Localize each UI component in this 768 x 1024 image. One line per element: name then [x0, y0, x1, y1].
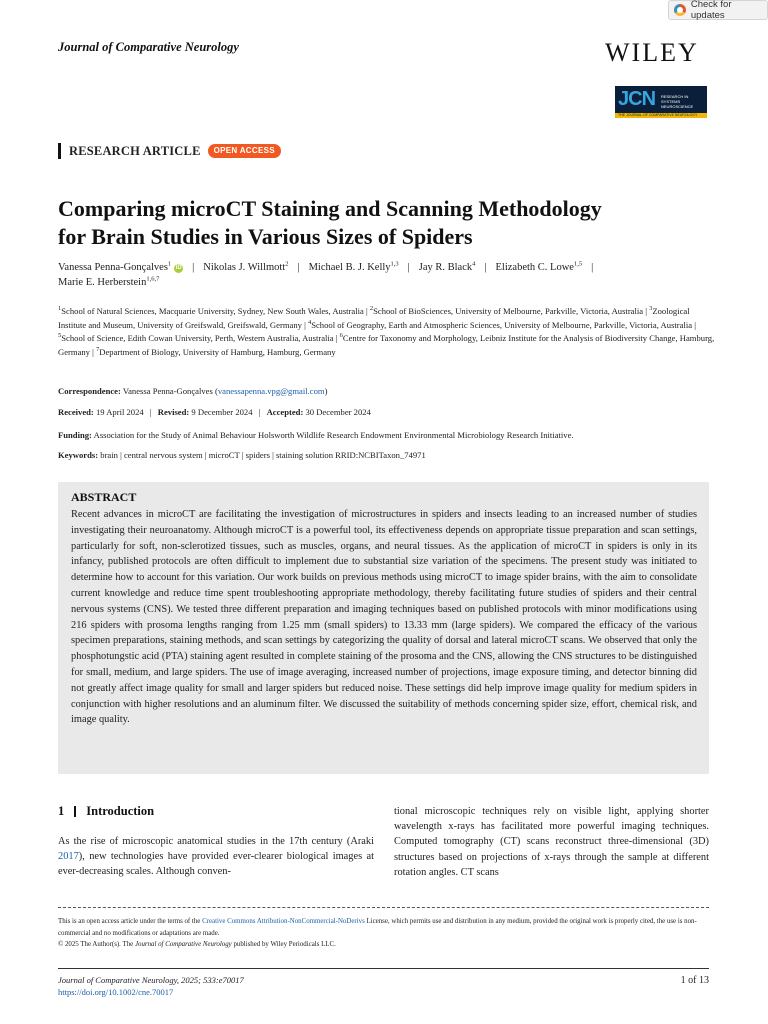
footer-citation: Journal of Comparative Neurology, 2025; 533:e70017: [58, 975, 244, 985]
author-name[interactable]: Nikolas J. Willmott: [203, 262, 286, 273]
section-divider: [74, 806, 76, 817]
orcid-icon[interactable]: iD: [175, 265, 182, 271]
funding-label: Funding:: [58, 430, 92, 440]
revised-label: Revised:: [157, 407, 190, 417]
affiliation-text: Department of Biology, University of Hamburg, Hamburg, Germany: [99, 346, 336, 357]
page-number: 1 of 13: [680, 975, 709, 986]
title-line-1: Comparing microCT Staining and Scanning Methodology: [58, 196, 602, 221]
author-affiliation: 4: [472, 260, 476, 268]
author-separator: |: [297, 262, 300, 273]
author-name[interactable]: Michael B. J. Kelly: [308, 262, 391, 273]
date-separator: |: [149, 407, 152, 417]
license-notice: [58, 916, 709, 951]
author-separator: |: [407, 262, 410, 273]
author-name[interactable]: Vanessa Penna-Gonçalves: [58, 262, 168, 273]
article-type-label: RESEARCH ARTICLE: [69, 144, 201, 158]
copyright-journal: Journal of Comparative Neurology: [134, 941, 232, 948]
affiliation-text: Centre for Taxonomy and Morphology, Leibniz Institute for the Analysis of Biodiversity Change, Hamburg, Germany: [58, 333, 715, 357]
abstract-heading: ABSTRACT: [71, 490, 137, 504]
author-separator: |: [484, 262, 487, 273]
author-separator: |: [192, 262, 195, 273]
correspondence-label: Correspondence:: [58, 386, 121, 396]
jcn-logo-bar: THE JOURNAL OF COMPARATIVE NEUROLOGY: [615, 113, 707, 118]
license-divider: [58, 907, 709, 908]
author-name[interactable]: Marie E. Herberstein: [58, 277, 147, 288]
affiliation-text: School of BioSciences, University of Melbourne, Parkville, Victoria, Australia: [373, 306, 644, 316]
accepted-date: 30 December 2024: [305, 407, 371, 417]
check-for-updates-button[interactable]: [668, 0, 768, 20]
date-separator: |: [258, 407, 261, 417]
author-list: [58, 260, 718, 290]
received-date: 19 April 2024: [95, 407, 144, 417]
license-text: License, which permits use and distribution in any medium, provided the original work is properly cited, the use is non-commercial and no modifications or adaptations are made.: [58, 918, 697, 937]
author-name[interactable]: Jay R. Black: [418, 262, 473, 273]
affiliation-number: 3: [649, 305, 653, 313]
section-title: Introduction: [86, 804, 155, 818]
author-affiliation: 2: [285, 260, 289, 268]
keywords-label: Keywords:: [58, 450, 99, 460]
license-text: This is an open access article under the terms of the: [58, 918, 203, 925]
affiliation-number: 1: [58, 305, 62, 313]
correspondence-email-link[interactable]: vanessapenna.vpg@gmail.com: [217, 386, 325, 396]
jcn-logo: [615, 86, 707, 118]
affiliations: $^1$School of Natural Sciences, Macquarie University, Sydney, New South Wales, Australia | $^2$School of BioSciences, University of Melbourne, Parkville, Victoria, Australia | $^3$Zoological Institute and Museum, University of Greifswald, Greifswald, Germany | $^4$School of Geography, Earth and Atmospheric Sciences, University of Melbourne, Parkville, Victoria, Australia | $^5$School of Science, Edith Cowan University, Perth, Western Australia, Australia | $^6$Centre for Taxonomy and Morphology, Leibniz Institute for the Analysis of Biodiversity Change, Hamburg, Germany | $^7$Department of Biology, University of Hamburg, Hamburg, Germany: [58, 305, 715, 357]
article-type: [58, 143, 281, 159]
intro-text: ), new technologies have provided ever-clearer biological images at ever-decreasing scales. Although conven-: [58, 851, 374, 878]
section-heading: [58, 804, 154, 819]
author-affiliation: 1: [167, 260, 172, 268]
revised-date: 9 December 2024: [191, 407, 253, 417]
copyright-text: © 2025 The Author(s). The: [58, 941, 135, 948]
copyright-text: published by Wiley Periodicals LLC.: [231, 941, 336, 948]
affiliation-number: 5: [58, 332, 62, 340]
funding-text: Association for the Study of Animal Behaviour Holsworth Wildlife Research Endowment Environmental Microbiology Research Initiative.: [93, 430, 574, 440]
title-line-2: for Brain Studies in Various Sizes of Spiders: [58, 224, 473, 249]
funding: [58, 430, 718, 440]
affiliation-text: School of Geography, Earth and Atmospheric Sciences, University of Melbourne, Parkville, Victoria, Australia: [311, 319, 693, 330]
article-dates: [58, 407, 718, 417]
author-separator: |: [591, 262, 594, 273]
intro-right-column: tional microscopic techniques rely on visible light, applying shorter wavelength x-rays has facilitated more powerful imaging techniques. Computed tomography (CT) scans reconstruct three-dimensional (3D) structures based on projections of x-rays through the sample at different rotation angles. CT scans: [394, 806, 709, 878]
affiliation-number: 7: [96, 345, 100, 353]
jcn-logo-tagline: RESEARCH IN SYSTEMS NEUROSCIENCE: [661, 94, 694, 109]
doi-link[interactable]: https://doi.org/10.1002/cne.70017: [58, 987, 174, 997]
received-label: Received:: [58, 407, 94, 417]
accepted-label: Accepted:: [266, 407, 304, 417]
journal-header: Journal of Comparative Neurology: [58, 40, 239, 54]
abstract-text: Recent advances in microCT are facilitating the investigation of microstructures in spiders and insects leading to an increased number of studies investigating their neuroanatomy. Although microCT is a powerful tool, its effectiveness depends on appropriate tissue preparation and scan settings, particularly for soft, non-sclerotized tissues, such as muscles, organs, and neural tissues. As the application of microCT in spiders is only in its infancy, published protocols are often difficult to implement due to substantial size variation of the specimens. The present study was initiated to determine how to account for this variation. Our work builds on previous methods using microCT to image spider brains, with the aim to consolidate current knowledge and reduce time spent troubleshooting appropriate methodology, thereby facilitating future studies of spiders and their central nervous systems (CNS). We tested three different preparation and imaging techniques based on published protocols with minor modifications using 216 spiders with prosoma lengths ranging from 1.25 mm (small spiders) to 13.33 mm (large spiders). We compared the efficacy of the various specimen preparations, staining methods, and scan settings by categorizing the quality of dorsal and lateral microCT scans. We observed that only the phosphotungstic acid (PTA) staining agent resulted in complete staining of the prosoma and the CNS, allowing the CNS structures to be distinguished for small, medium, and large spiders. The use of image averaging, increased number of projections, image exposure timing, and detector binning did not greatly affect image quality for small and larger spiders but reduced noise. These settings did help improve image quality for medium spiders in conjunction with higher resolutions and an aluminum filter. We discussed the suitability of methods concerning spider size, effort, chemical risk, and image quality.: [71, 509, 697, 726]
open-access-badge: OPEN ACCESS: [208, 144, 281, 158]
affiliation-number: 4: [307, 318, 312, 326]
affiliation-text: School of Natural Sciences, Macquarie University, Sydney, New South Wales, Australia: [61, 306, 364, 316]
article-title: [58, 195, 718, 251]
affiliation-number: 2: [369, 305, 374, 313]
author-name[interactable]: Elizabeth C. Lowe: [495, 262, 574, 273]
keywords-text: brain | central nervous system | microCT | spiders | staining solution RRID:NCBITaxon_74971: [100, 450, 426, 460]
affiliation-text: School of Science, Edith Cowan University, Perth, Western Australia, Australia: [61, 333, 334, 343]
intro-left-column: [58, 834, 374, 880]
jcn-logo-abbrev: JCN: [618, 88, 656, 110]
check-for-updates-label: Check for updates: [690, 0, 732, 21]
footer-divider: [58, 968, 709, 969]
affiliation-text: Zoological Institute and Museum, University of Greifswald, Greifswald, Germany: [58, 306, 690, 330]
abstract-box: [58, 482, 709, 774]
crossmark-icon: [674, 4, 686, 16]
keywords: [58, 450, 718, 460]
publisher-logo: WILEY: [605, 38, 699, 67]
author-affiliation: 1,6,7: [146, 275, 160, 283]
section-number: 1: [58, 804, 65, 818]
correspondence: Correspondence: Vanessa Penna-Gonçalves (vanessapenna.vpg@gmail.com): [58, 386, 328, 396]
author-affiliation: 1,5: [573, 260, 583, 268]
license-link[interactable]: Creative Commons Attribution-NonCommercial-NoDerivs: [202, 918, 365, 925]
affiliation-number: 6: [339, 332, 343, 340]
citation-link[interactable]: 2017: [58, 851, 79, 863]
author-affiliation: 1,3: [390, 260, 399, 268]
intro-text: As the rise of microscopic anatomical studies in the 17th century (Araki: [58, 836, 374, 847]
correspondence-name: Vanessa Penna-Gonçalves: [122, 386, 213, 396]
